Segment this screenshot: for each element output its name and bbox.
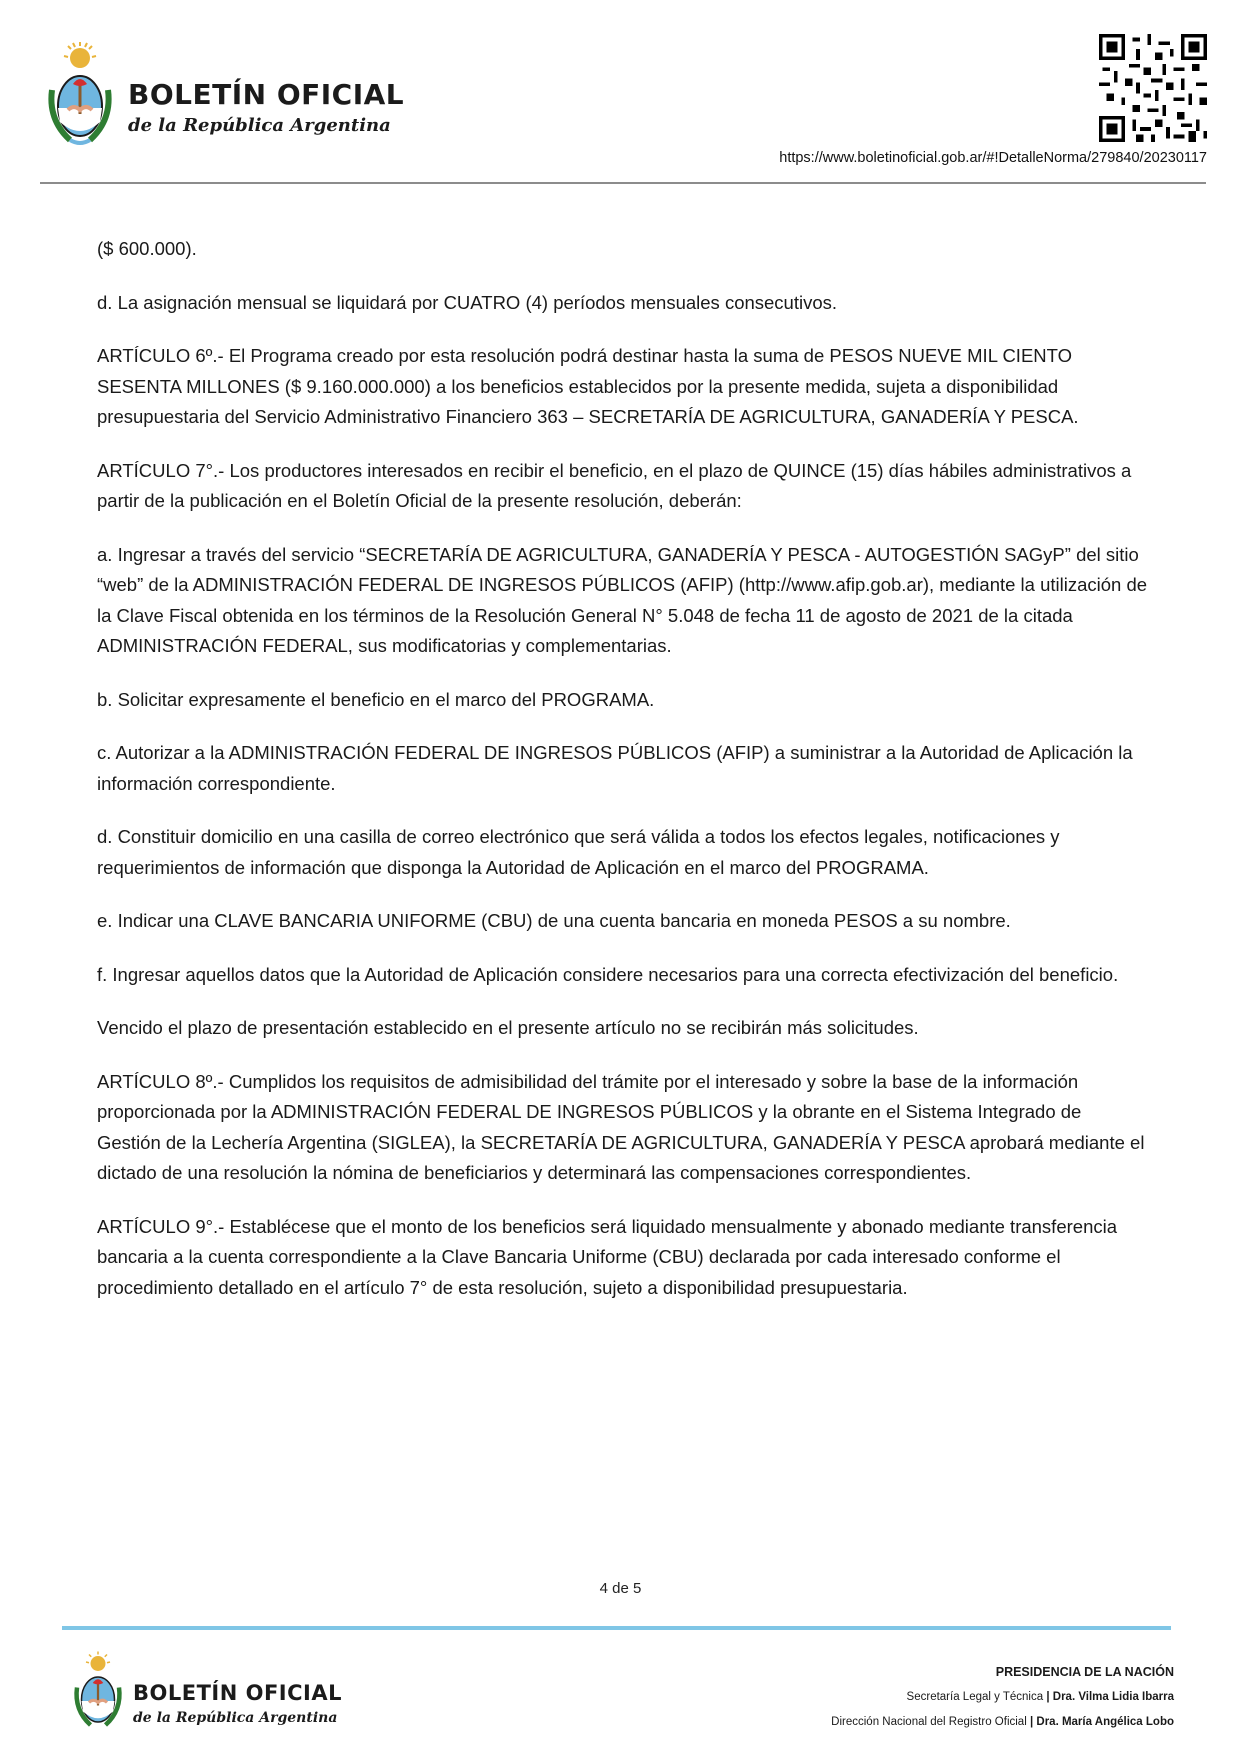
qr-code-icon[interactable] bbox=[1099, 34, 1207, 142]
footer-presidencia: PRESIDENCIA DE LA NACIÓN bbox=[995, 1665, 1174, 1679]
footer-direccion: Dirección Nacional del Registro Oficial bbox=[831, 1716, 1027, 1728]
paragraph: Vencido el plazo de presentación establecido en el presente artículo no se recibirán más solicitudes. bbox=[97, 1017, 919, 1038]
norma-url[interactable]: https://www.boletinoficial.gob.ar/#!DetalleNorma/279840/20230117 bbox=[779, 150, 1207, 166]
footer-separator: | bbox=[1029, 1716, 1034, 1728]
footer-credits bbox=[831, 1660, 1174, 1735]
footer-direccion-line bbox=[831, 1710, 1174, 1735]
article-9: ARTÍCULO 9°.- Establécese que el monto de los beneficios será liquidado mensualmente y abonado mediante transferencia bancaria a la cuenta correspondiente a la Clave Bancaria Uniforme (CBU) declarada por cada interesado conforme el procedimiento detallado en el artículo 7° de esta resolución, sujeto a disponibilidad presupuestaria. bbox=[97, 1215, 1118, 1298]
document-body bbox=[97, 234, 1149, 1326]
footer-secretaria-line bbox=[831, 1685, 1174, 1710]
paragraph: b. Solicitar expresamente el beneficio en el marco del PROGRAMA. bbox=[97, 688, 655, 710]
paragraph: d. Constituir domicilio en una casilla de correo electrónico que será válida a todos los efectos legales, notificaciones y requerimientos de información que disponga la Autoridad de Aplicación en el marco del PROGRAMA. bbox=[97, 826, 1060, 878]
header-divider bbox=[40, 182, 1206, 184]
brand-title: BOLETÍN OFICIAL bbox=[128, 78, 405, 111]
footer-brand-subtitle: de la República Argentina bbox=[133, 1710, 338, 1726]
footer-divider bbox=[62, 1626, 1171, 1630]
footer-secretaria-name: Dra. Vilma Lidia Ibarra bbox=[1052, 1691, 1174, 1703]
article-6: ARTÍCULO 6º.- El Programa creado por esta resolución podrá destinar hasta la suma de PESOS NUEVE MIL CIENTO SESENTA MILLONES ($ 9.160.000.000) a los beneficios establecidos por la presente medida, sujeta a disponibilidad presupuestaria del Servicio Administrativo Financiero 363 – SECRETARÍA DE AGRICULTURA, GANADERÍA Y PESCA. bbox=[97, 345, 1079, 427]
page-number: 4 de 5 bbox=[599, 1580, 642, 1597]
article-7: ARTÍCULO 7°.- Los productores interesados en recibir el beneficio, en el plazo de QUINCE (15) días hábiles administrativos a partir de la publicación en el Boletín Oficial de la presente resolución, deberán: bbox=[97, 459, 1132, 511]
paragraph: e. Indicar una CLAVE BANCARIA UNIFORME (CBU) de una cuenta bancaria en moneda PESOS a su nombre. bbox=[97, 910, 1011, 931]
footer-secretaria: Secretaría Legal y Técnica bbox=[906, 1691, 1044, 1703]
paragraph: ($ 600.000). bbox=[97, 238, 197, 259]
footer-brand-title: BOLETÍN OFICIAL bbox=[133, 1681, 342, 1705]
paragraph: f. Ingresar aquellos datos que la Autoridad de Aplicación considere necesarios para una correcta efectivización del beneficio. bbox=[97, 963, 1119, 985]
article-8: ARTÍCULO 8º.- Cumplidos los requisitos de admisibilidad del trámite por el interesado y sobre la base de la información proporcionada por la ADMINISTRACIÓN FEDERAL DE INGRESOS PÚBLICOS y la obrante en el Sistema Integrado de Gestión de la Lechería Argentina (SIGLEA), la SECRETARÍA DE AGRICULTURA, GANADERÍA Y PESCA aprobará mediante el dictado de una resolución la nómina de beneficiarios y determinará las compensaciones correspondientes. bbox=[97, 1070, 1145, 1183]
paragraph: c. Autorizar a la ADMINISTRACIÓN FEDERAL DE INGRESOS PÚBLICOS (AFIP) a suministrar a la Autoridad de Aplicación la información correspondiente. bbox=[97, 742, 1133, 794]
argentina-coat-of-arms-icon bbox=[68, 1650, 128, 1734]
footer-direccion-name: Dra. María Angélica Lobo bbox=[1036, 1716, 1174, 1728]
footer-separator: | bbox=[1046, 1691, 1050, 1703]
paragraph: d. La asignación mensual se liquidará por CUATRO (4) períodos mensuales consecutivos. bbox=[97, 291, 838, 313]
document-header bbox=[0, 0, 1241, 190]
brand-subtitle: de la República Argentina bbox=[128, 115, 391, 136]
argentina-coat-of-arms-icon bbox=[40, 40, 120, 152]
paragraph: a. Ingresar a través del servicio “SECRETARÍA DE AGRICULTURA, GANADERÍA Y PESCA - AUTOGESTIÓN SAGyP” del sitio “web” de la ADMINISTRACIÓN FEDERAL DE INGRESOS PÚBLICOS (AFIP) (http://www.afip.gob.ar), mediante la utilización de la Clave Fiscal obtenida en los términos de la Resolución General N° 5.048 de fecha 11 de agosto de 2021 de la citada ADMINISTRACIÓN FEDERAL, sus modificatorias y complementarias. bbox=[97, 543, 1148, 656]
